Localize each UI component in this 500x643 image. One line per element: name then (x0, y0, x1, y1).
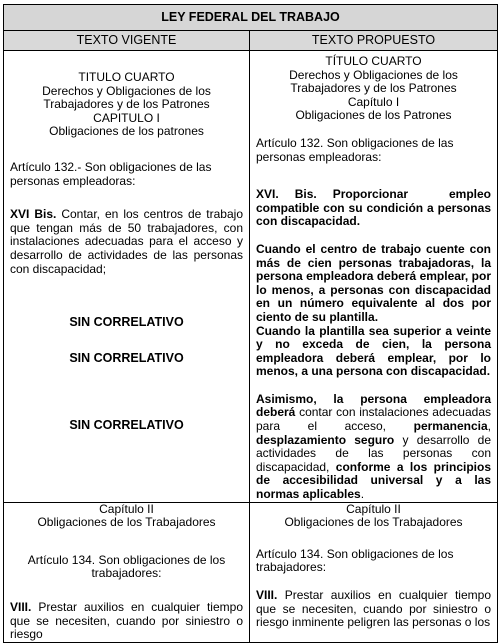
proposed-chapter-ii: Capítulo II Obligaciones de los Trabajadores (284, 501, 463, 530)
proposed-paragraph-hundred-workers: Cuando el centro de trabajo cuente con más de cien personas trabajadoras, la persona empleadora deberá emplear, por lo menos, a personas con discapacidad en un número equivalente al dos por ciento de su plantilla. (256, 241, 491, 324)
table-title: LEY FEDERAL DEL TRABAJO (4, 5, 498, 31)
current-text-cell (4, 51, 250, 503)
proposed-article-132: Artículo 132. Son obligaciones de las personas empleadoras: (256, 135, 454, 164)
no-correlative-1: SIN CORRELATIVO (69, 315, 184, 330)
proposed-fraction-viii: VIII. Prestar auxilios en cualquier tiempo que se necesiten, cuando por siniestro o riesgo inminente peligren las personas o los (256, 588, 491, 630)
current-title-heading: TITULO CUARTO Derechos y Obligaciones de los Trabajadores y de los Patrones CAPITULO I Obligaciones de los patrones (42, 70, 211, 139)
column-header-current: TEXTO VIGENTE (4, 31, 250, 51)
proposed-paragraph-accessibility: Asimismo, la persona empleadora deberá contar con instalaciones adecuadas para el acceso, permanencia, desplazamiento seguro y desarrollo de actividades de las personas con discapacidad, conforme a los principios de accesibilidad universal y a las normas aplicables. (256, 391, 491, 502)
current-text-cell-obligations-workers (4, 502, 250, 642)
current-fraction-xvi-bis: XVI Bis. Contar, en los centros de trabajo que tengan más de 50 trabajadores, con instalaciones adecuadas para el acceso y desarrollo de actividades de las personas con discapacidad; (10, 207, 243, 276)
proposed-article-134: Artículo 134. Son obligaciones de los trabajadores: (256, 546, 454, 575)
current-article-132: Artículo 132.- Son obligaciones de las personas empleadoras: (10, 159, 212, 188)
proposed-paragraph-twenty-workers: Cuando la plantilla sea superior a veinte y no exceda de cien, la persona empleadora deberá emplear, por lo menos, a una persona con discapacidad. (256, 323, 491, 379)
proposed-fraction-xvi: XVI. Bis. Proporcionar empleo compatible con su condición a personas con discapacidad. (256, 187, 491, 229)
proposed-text-cell (250, 51, 498, 503)
column-header-proposed: TEXTO PROPUESTO (250, 31, 498, 51)
current-fraction-viii: VIII. Prestar auxilios en cualquier tiempo que se necesiten, cuando por siniestro o riesgo (10, 600, 243, 642)
no-correlative-2: SIN CORRELATIVO (69, 350, 184, 365)
law-comparison-table (3, 4, 498, 643)
no-correlative-3: SIN CORRELATIVO (69, 418, 184, 433)
proposed-text-cell-obligations-workers (250, 502, 498, 642)
current-article-134: Artículo 134. Son obligaciones de los trabajadores: (27, 552, 226, 581)
current-chapter-ii: Capítulo II Obligaciones de los Trabajadores (37, 501, 216, 530)
proposed-title-heading: TÍTULO CUARTO Derechos y Obligaciones de los Trabajadores y de los Patrones Capítulo I Obligaciones de los Patrones (289, 54, 458, 123)
